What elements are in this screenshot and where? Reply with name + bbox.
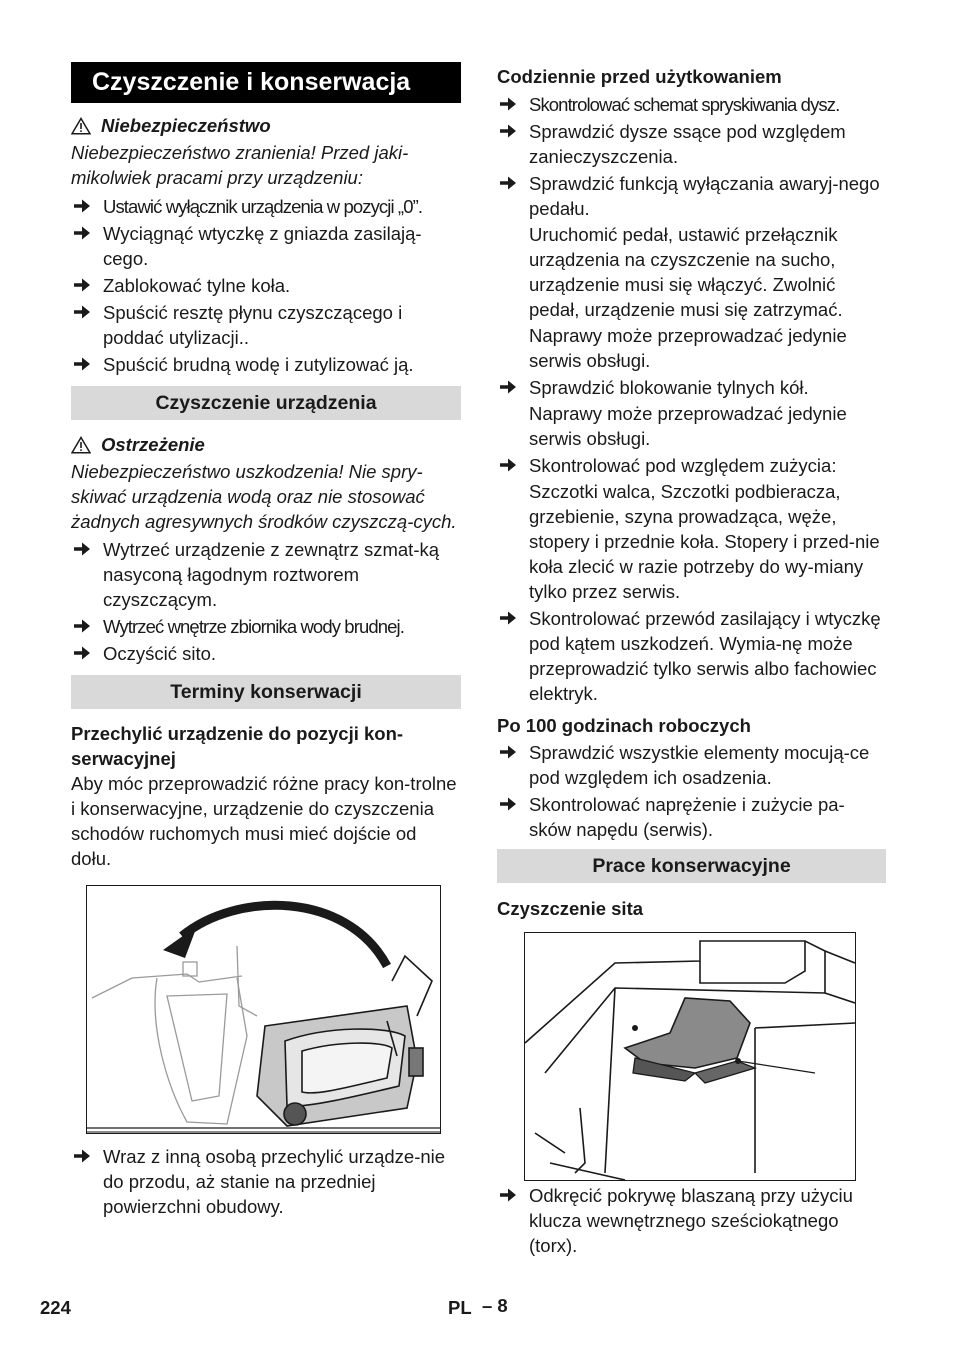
arrow-right-icon [73,356,91,372]
list-item: Wytrzeć wnętrze zbiornika wody brudnej. [71,614,461,639]
danger-steps [71,194,461,377]
danger-text: Niebezpieczeństwo zranienia! Przed jaki-mikolwiek pracami przy urządzeniu: [71,142,409,188]
arrow-right-icon [73,1148,91,1164]
page-number: 224 [40,1297,71,1318]
arrow-right-icon [499,175,517,191]
list-item: Sprawdzić wszystkie elementy mocują-ce pod względem ich osadzenia. [497,740,886,790]
list-item: Sprawdzić dysze ssące pod względem zanieczyszczenia. [497,119,886,169]
hours-heading: Po 100 godzinach roboczych [497,715,751,736]
list-item: Skontrolować pod względem zużycia: Szczotki walca, Szczotki podbieracza, grzebienie, szyna prowadząca, węże, stopery i przednie koła. Stopery i przed-nie koła zlecić w razie potrzeby do wy-miany tylko przez serwis. [497,453,886,604]
arrow-right-icon [499,796,517,812]
list-item: Skontrolować naprężenie i zużycie pa-sków napędu (serwis). [497,792,886,842]
arrow-right-icon [73,618,91,634]
hours-steps [497,740,886,842]
list-item: Ustawić wyłącznik urządzenia w pozycji „0”. [71,194,461,219]
danger-heading [71,113,461,139]
section-heading-maintenance: Prace konserwacyjne [497,849,886,883]
list-item: Wytrzeć urządzenie z zewnątrz szmat-ką nasyconą łagodnym roztworem czyszczącym. [71,537,461,612]
list-item-note: Szczotki walca, Szczotki podbieracza, grzebienie, szyna prowadząca, węże, stopery i przednie koła. Stopery i przed-nie koła zlecić w razie potrzeby do wy-miany tylko przez serwis. [529,481,880,602]
warning-triangle-icon [71,436,91,454]
arrow-right-icon [499,379,517,395]
list-item: Sprawdzić blokowanie tylnych kół. Naprawy może przeprowadzać jedynie serwis obsługi. [497,375,886,451]
arrow-right-icon [499,610,517,626]
warning-triangle-icon [71,117,91,135]
arrow-right-icon [499,744,517,760]
list-item: Skontrolować przewód zasilający i wtyczkę pod kątem uszkodzeń. Wymia-nę może przeprowadzić tylko serwis albo fachowiec elektryk. [497,606,886,706]
terms-text: Aby móc przeprowadzić różne pracy kon-trolne i konserwacyjne, urządzenie do czyszczenia schodów ruchomych musi mieć dojście od dołu. [71,773,457,869]
list-item: Wyciągnąć wtyczkę z gniazda zasilają-cego. [71,221,461,271]
daily-heading: Codziennie przed użytkowaniem [497,66,782,87]
left-column [71,62,461,1221]
warning-label: Ostrzeżenie [101,434,205,455]
list-item: Wraz z inną osobą przechylić urządze-nie do przodu, aż stanie na przedniej powierzchni obudowy. [71,1144,461,1219]
list-item: Spuścić resztę płynu czyszczącego i poddać utylizacji.. [71,300,461,350]
arrow-right-icon [499,1187,517,1203]
arrow-right-icon [499,457,517,473]
list-item: Spuścić brudną wodę i zutylizować ją. [71,352,461,377]
arrow-right-icon [499,96,517,112]
warning-text: Niebezpieczeństwo uszkodzenia! Nie spry-skiwać urządzenia wodą oraz nie stosować żadnych agresywnych środków czyszczą-cych. [71,461,457,532]
terms-subheading: Przechylić urządzenie do pozycji kon-serwacyjnej [71,723,404,769]
sieve-subheading: Czyszczenie sita [497,898,644,919]
arrow-right-icon [73,277,91,293]
cleaning-steps [71,537,461,666]
sieve-cover-illustration [525,933,855,1180]
arrow-right-icon [73,225,91,241]
arrow-right-icon [73,198,91,214]
list-item: Sprawdzić funkcją wyłączania awaryj-nego pedału. Uruchomić pedał, ustawić przełącznik urządzenia na czyszczenie na sucho, urządzenie musi się włączyć. Zwolnić pedał, urządzenie musi się zatrzymać. Naprawy może przeprowadzać jedynie serwis obsługi. [497,171,886,373]
right-column [497,62,886,1260]
danger-label: Niebezpieczeństwo [101,115,271,136]
tilt-steps [71,1144,461,1219]
sieve-steps [497,1183,886,1258]
arrow-right-icon [73,304,91,320]
list-item: Zablokować tylne koła. [71,273,461,298]
list-item-note: Naprawy może przeprowadzać jedynie serwis obsługi. [529,325,847,371]
sub-page-number: – 8 [482,1295,508,1316]
list-item: Skontrolować schemat spryskiwania dysz. [497,92,886,117]
list-item-note: Naprawy może przeprowadzać jedynie serwis obsługi. [529,403,847,449]
list-item: Oczyścić sito. [71,641,461,666]
tilted-device-illustration [87,886,440,1133]
warning-heading [71,432,461,458]
page-title: Czyszczenie i konserwacja [71,62,461,103]
arrow-right-icon [73,541,91,557]
section-heading-terms: Terminy konserwacji [71,675,461,709]
list-item: Odkręcić pokrywę blaszaną przy użyciu klucza wewnętrznego sześciokątnego (torx). [497,1183,886,1258]
arrow-right-icon [499,123,517,139]
language-code: PL [448,1297,472,1318]
daily-steps [497,92,886,706]
arrow-right-icon [73,645,91,661]
section-heading-cleaning: Czyszczenie urządzenia [71,386,461,420]
sieve-figure [524,932,856,1181]
list-item-note: Uruchomić pedał, ustawić przełącznik urządzenia na czyszczenie na sucho, urządzenie musi się włączyć. Zwolnić pedał, urządzenie musi się zatrzymać. [529,224,843,320]
tilt-device-figure [86,885,441,1134]
